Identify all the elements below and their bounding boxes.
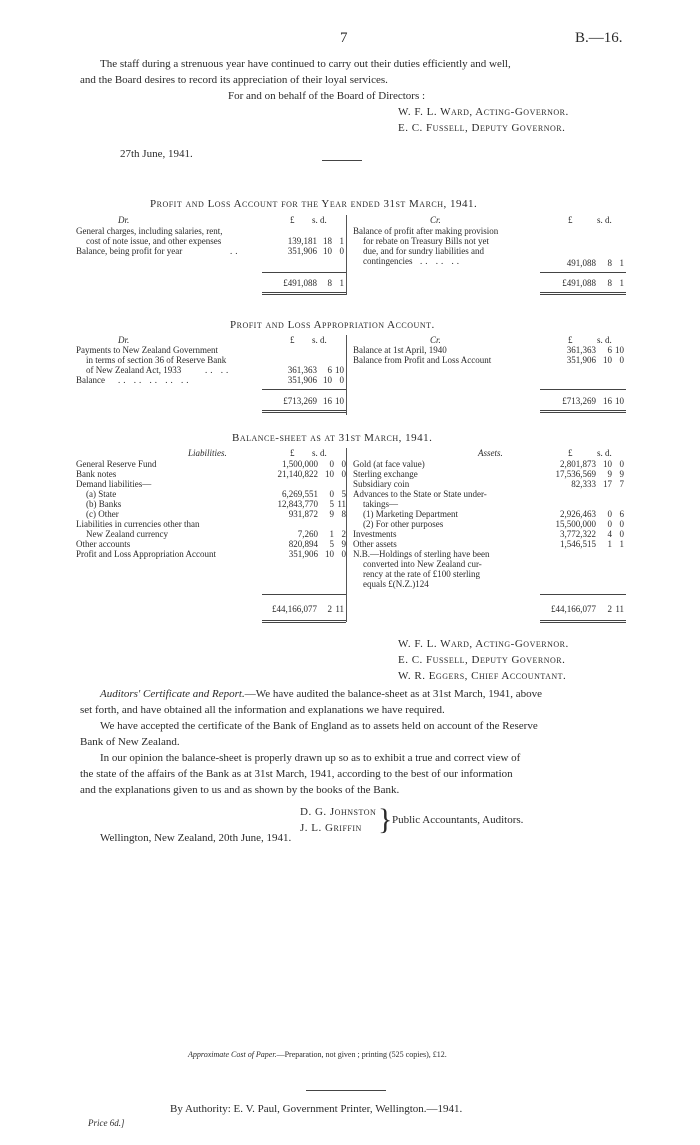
- appr-double-rule-l2: [262, 412, 346, 413]
- appr-left-row-2-d: 0: [339, 375, 344, 385]
- pl-title: Profit and Loss Account for the Year ended 31st March, 1941.: [150, 198, 478, 210]
- audit-para-3-line-2: the state of the affairs of the Bank as at 31st March, 1941, according to the best of our information: [80, 768, 513, 780]
- bs-liability-pounds: 12,843,770: [277, 499, 318, 509]
- pl-right-line-1: Balance of profit after making provision: [353, 226, 499, 236]
- bs-total-l-pounds: £44,166,077: [272, 604, 317, 614]
- bs-asset-d: 0: [619, 529, 624, 539]
- bs-asset-s: 9: [607, 469, 612, 479]
- pl-right-line-3: due, and for sundry liabilities and: [363, 246, 484, 256]
- bs-title: Balance-sheet as at 31st March, 1941.: [232, 432, 433, 444]
- pl-left-row-2-pounds: 351,906: [287, 246, 317, 256]
- bs-total-l-d: 11: [335, 604, 344, 614]
- audit-place-date: Wellington, New Zealand, 20th June, 1941.: [100, 832, 292, 844]
- pl-left-row-1-d: 1: [339, 236, 344, 246]
- pl-total-r-s: 8: [607, 278, 612, 288]
- bs-liability-pounds: 931,872: [288, 509, 318, 519]
- bs-asset-pounds: 82,333: [571, 479, 596, 489]
- dots: .. .. .. .. ..: [118, 375, 192, 385]
- bs-liability-pounds: 7,260: [297, 529, 318, 539]
- appr-right-row-1-s: 6: [607, 345, 612, 355]
- bs-asset-label: Investments: [353, 529, 397, 539]
- pl-left-row-1a: General charges, including salaries, rent,: [76, 226, 223, 236]
- bs-liability-s: 0: [329, 489, 334, 499]
- intro-line-2: and the Board desires to record its appreciation of their loyal services.: [80, 74, 388, 86]
- bs-asset-label: rency at the rate of £100 sterling: [363, 569, 480, 579]
- appr-cur-r: £: [568, 335, 573, 345]
- pl-cur-r: £: [568, 215, 573, 225]
- auditor-johnston: D. G. Johnston: [300, 806, 377, 818]
- bs-liability-pounds: 351,906: [288, 549, 318, 559]
- bs-liability-pounds: 1,500,000: [282, 459, 318, 469]
- bs-asset-s: 0: [607, 509, 612, 519]
- printer-authority: By Authority: E. V. Paul, Government Printer, Wellington.—1941.: [170, 1103, 463, 1115]
- signature-fussell: E. C. Fussell, Deputy Governor.: [398, 122, 566, 134]
- appr-left-row-1-d: 10: [335, 365, 344, 375]
- pl-total-r-pounds: £491,088: [562, 278, 596, 288]
- pl-right-row-d: 1: [619, 258, 624, 268]
- bs-asset-s: 1: [607, 539, 612, 549]
- auditor-title: Public Accountants, Auditors.: [392, 814, 524, 826]
- pl-right-line-2: for rebate on Treasury Bills not yet: [363, 236, 489, 246]
- dots: .. ..: [205, 365, 232, 375]
- appr-cr: Cr.: [430, 335, 441, 345]
- appr-title: Profit and Loss Appropriation Account.: [230, 319, 435, 331]
- pl-cr: Cr.: [430, 215, 441, 225]
- price: Price 6d.]: [88, 1118, 125, 1128]
- audit-para-1: [100, 688, 542, 700]
- appr-total-r-s: 16: [603, 396, 612, 406]
- bs-asset-label: (1) Marketing Department: [363, 509, 458, 519]
- audit-para-2-line-1: We have accepted the certificate of the Bank of England as to assets held on account of the Reserve: [100, 720, 538, 732]
- pl-left-row-2: Balance, being profit for year: [76, 246, 183, 256]
- brace-icon: }: [378, 803, 393, 836]
- pl-left-row-1b: cost of note issue, and other expenses: [86, 236, 222, 246]
- appr-right-row-2-s: 10: [603, 355, 612, 365]
- bs-liability-label: Liabilities in currencies other than: [76, 519, 200, 529]
- pl-double-rule-l2: [262, 294, 346, 295]
- bs-asset-s: 17: [603, 479, 612, 489]
- on-behalf: For and on behalf of the Board of Directors :: [228, 90, 426, 102]
- appr-total-r-pounds: £713,269: [562, 396, 596, 406]
- bs-asset-d: 1: [619, 539, 624, 549]
- pl-total-l-pounds: £491,088: [283, 278, 317, 288]
- dots: .. .. ..: [420, 256, 462, 266]
- pl-cur-l: £: [290, 215, 295, 225]
- pl-left-row-1-pounds: 139,181: [287, 236, 317, 246]
- bs-liability-d: 8: [341, 509, 346, 519]
- appr-left-row-2-pounds: 351,906: [287, 375, 317, 385]
- bs-liability-label: General Reserve Fund: [76, 459, 157, 469]
- audit-para-3-line-3: and the explanations given to us and as shown by the books of the Bank.: [80, 784, 400, 796]
- appr-total-rule-l: [262, 389, 346, 390]
- bs-double-rule-l: [262, 620, 346, 621]
- appr-right-row-1: Balance at 1st April, 1940: [353, 345, 447, 355]
- bs-asset-s: 10: [603, 459, 612, 469]
- bs-liability-d: 2: [341, 529, 346, 539]
- appr-total-l-pounds: £713,269: [283, 396, 317, 406]
- audit-heading: Auditors' Certificate and Report.: [100, 688, 245, 700]
- bs-liability-d: 0: [341, 469, 346, 479]
- pl-dr: Dr.: [118, 215, 130, 225]
- bs-liability-d: 9: [341, 539, 346, 549]
- bs-liability-d: 0: [341, 459, 346, 469]
- bs-asset-pounds: 2,801,873: [560, 459, 596, 469]
- appr-column-divider: [346, 335, 347, 415]
- bs-sd-l: s. d.: [312, 448, 327, 458]
- bs-assets: Assets.: [478, 448, 503, 458]
- bs-asset-pounds: 17,536,569: [555, 469, 596, 479]
- bs-asset-label: Subsidiary coin: [353, 479, 410, 489]
- pl-double-rule-r2: [540, 294, 626, 295]
- bs-asset-label: converted into New Zealand cur-: [363, 559, 482, 569]
- bs-liability-label: Other accounts: [76, 539, 131, 549]
- audit-para-2-line-2: Bank of New Zealand.: [80, 736, 180, 748]
- bs-liability-pounds: 21,140,822: [277, 469, 318, 479]
- bs-asset-label: Sterling exchange: [353, 469, 418, 479]
- pl-double-rule-l: [262, 292, 346, 293]
- bs-liabilities: Liabilities.: [188, 448, 227, 458]
- bs-asset-d: 9: [619, 469, 624, 479]
- bs-asset-pounds: 15,500,000: [555, 519, 596, 529]
- bs-asset-label: equals £(N.Z.)124: [363, 579, 429, 589]
- pl-total-l-d: 1: [339, 278, 344, 288]
- audit-para-1-text: —We have audited the balance-sheet as at 31st March, 1941, above: [244, 688, 542, 700]
- intro-date: 27th June, 1941.: [120, 148, 193, 160]
- bs-asset-pounds: 1,546,515: [560, 539, 596, 549]
- bs-asset-label: (2) For other purposes: [363, 519, 444, 529]
- bs-liability-label: (a) State: [86, 489, 117, 499]
- appr-right-row-2-d: 0: [619, 355, 624, 365]
- bs-liability-label: (b) Banks: [86, 499, 122, 509]
- bs-liability-s: 10: [325, 549, 334, 559]
- appr-left-line-2: in terms of section 36 of Reserve Bank: [86, 355, 227, 365]
- pl-left-row-2-d: 0: [339, 246, 344, 256]
- appr-right-row-1-pounds: 361,363: [566, 345, 596, 355]
- appr-right-row-2-pounds: 351,906: [566, 355, 596, 365]
- bs-asset-label: Gold (at face value): [353, 459, 425, 469]
- appr-total-l-s: 16: [323, 396, 332, 406]
- bs-liability-d: 5: [341, 489, 346, 499]
- bs-liability-s: 5: [329, 539, 334, 549]
- appr-sd-r: s. d.: [597, 335, 612, 345]
- appr-left-row-1-pounds: 361,363: [287, 365, 317, 375]
- bs-asset-d: 0: [619, 459, 624, 469]
- bs-liability-s: 1: [329, 529, 334, 539]
- bs-liability-pounds: 6,269,551: [282, 489, 318, 499]
- bs-liability-s: 5: [329, 499, 334, 509]
- bs-total-r-d: 11: [615, 604, 624, 614]
- signature-eggers: W. R. Eggers, Chief Accountant.: [398, 670, 567, 682]
- pl-left-row-1-s: 18: [323, 236, 332, 246]
- signature-ward-2: W. F. L. Ward, Acting-Governor.: [398, 638, 569, 650]
- pl-total-r-d: 1: [619, 278, 624, 288]
- dots: ..: [230, 246, 241, 256]
- appr-left-line-4: Balance: [76, 375, 105, 385]
- bs-asset-d: 0: [619, 519, 624, 529]
- bs-asset-d: 7: [619, 479, 624, 489]
- appr-sd-l: s. d.: [312, 335, 327, 345]
- appr-double-rule-l: [262, 410, 346, 411]
- bs-asset-label: Other assets: [353, 539, 397, 549]
- bs-total-rule-l: [262, 594, 346, 595]
- bs-cur-l: £: [290, 448, 295, 458]
- bs-liability-label: New Zealand currency: [86, 529, 168, 539]
- bs-sd-r: s. d.: [597, 448, 612, 458]
- footer-divider: [306, 1090, 386, 1091]
- bs-liability-s: 9: [329, 509, 334, 519]
- bs-column-divider: [346, 448, 347, 622]
- bs-asset-pounds: 3,772,322: [560, 529, 596, 539]
- bs-total-l-s: 2: [327, 604, 332, 614]
- audit-para-3-line-1: In our opinion the balance-sheet is properly drawn up so as to exhibit a true and correct view of: [100, 752, 521, 764]
- bs-double-rule-r: [540, 620, 626, 621]
- bs-liability-s: 0: [329, 459, 334, 469]
- cost-note: [188, 1050, 447, 1060]
- appr-left-row-2-s: 10: [323, 375, 332, 385]
- cost-text: —Preparation, not given ; printing (525 copies), £12.: [276, 1050, 447, 1059]
- pl-right-row-s: 8: [607, 258, 612, 268]
- appr-double-rule-r2: [540, 412, 626, 413]
- pl-column-divider: [346, 215, 347, 295]
- appr-right-row-2: Balance from Profit and Loss Account: [353, 355, 492, 365]
- bs-asset-label: takings—: [363, 499, 398, 509]
- bs-asset-s: 0: [607, 519, 612, 529]
- appr-left-line-1: Payments to New Zealand Government: [76, 345, 218, 355]
- pl-total-rule-r: [540, 272, 626, 273]
- document-ref: B.—16.: [575, 30, 623, 46]
- appr-total-rule-r: [540, 389, 626, 390]
- appr-left-line-3: of New Zealand Act, 1933: [86, 365, 182, 375]
- appr-total-l-d: 10: [335, 396, 344, 406]
- pl-double-rule-r: [540, 292, 626, 293]
- bs-total-rule-r: [540, 594, 626, 595]
- cost-label: Approximate Cost of Paper.: [188, 1050, 277, 1059]
- bs-asset-label: N.B.—Holdings of sterling have been: [353, 549, 490, 559]
- bs-total-r-pounds: £44,166,077: [551, 604, 596, 614]
- auditor-griffin: J. L. Griffin: [300, 822, 362, 834]
- appr-right-row-1-d: 10: [615, 345, 624, 355]
- pl-left-row-2-s: 10: [323, 246, 332, 256]
- bs-double-rule-l2: [262, 622, 346, 623]
- bs-asset-pounds: 2,926,463: [560, 509, 596, 519]
- bs-asset-s: 4: [607, 529, 612, 539]
- appr-total-r-d: 10: [615, 396, 624, 406]
- bs-asset-label: Advances to the State or State under-: [353, 489, 487, 499]
- bs-asset-d: 6: [619, 509, 624, 519]
- pl-total-rule-l: [262, 272, 346, 273]
- bs-double-rule-r2: [540, 622, 626, 623]
- appr-dr: Dr.: [118, 335, 130, 345]
- bs-liability-label: Profit and Loss Appropriation Account: [76, 549, 216, 559]
- pl-total-l-s: 8: [327, 278, 332, 288]
- bs-liability-pounds: 820,894: [288, 539, 318, 549]
- bs-liability-label: (c) Other: [86, 509, 119, 519]
- pl-sd-r: s. d.: [597, 215, 612, 225]
- intro-line-1: The staff during a strenuous year have continued to carry out their duties efficiently and well,: [100, 58, 511, 70]
- appr-left-row-1-s: 6: [327, 365, 332, 375]
- divider: [322, 160, 362, 161]
- bs-cur-r: £: [568, 448, 573, 458]
- audit-para-1-line-2: set forth, and have obtained all the information and explanations we have required.: [80, 704, 445, 716]
- signature-ward: W. F. L. Ward, Acting-Governor.: [398, 106, 569, 118]
- pl-right-line-4: contingencies: [363, 256, 413, 266]
- bs-total-r-s: 2: [607, 604, 612, 614]
- signature-fussell-2: E. C. Fussell, Deputy Governor.: [398, 654, 566, 666]
- page-number: 7: [340, 30, 348, 46]
- appr-double-rule-r: [540, 410, 626, 411]
- bs-liability-s: 10: [325, 469, 334, 479]
- bs-liability-label: Bank notes: [76, 469, 117, 479]
- pl-sd-l: s. d.: [312, 215, 327, 225]
- bs-liability-d: 11: [337, 499, 346, 509]
- appr-cur-l: £: [290, 335, 295, 345]
- bs-liability-label: Demand liabilities—: [76, 479, 152, 489]
- bs-liability-d: 0: [341, 549, 346, 559]
- pl-right-row-pounds: 491,088: [566, 258, 596, 268]
